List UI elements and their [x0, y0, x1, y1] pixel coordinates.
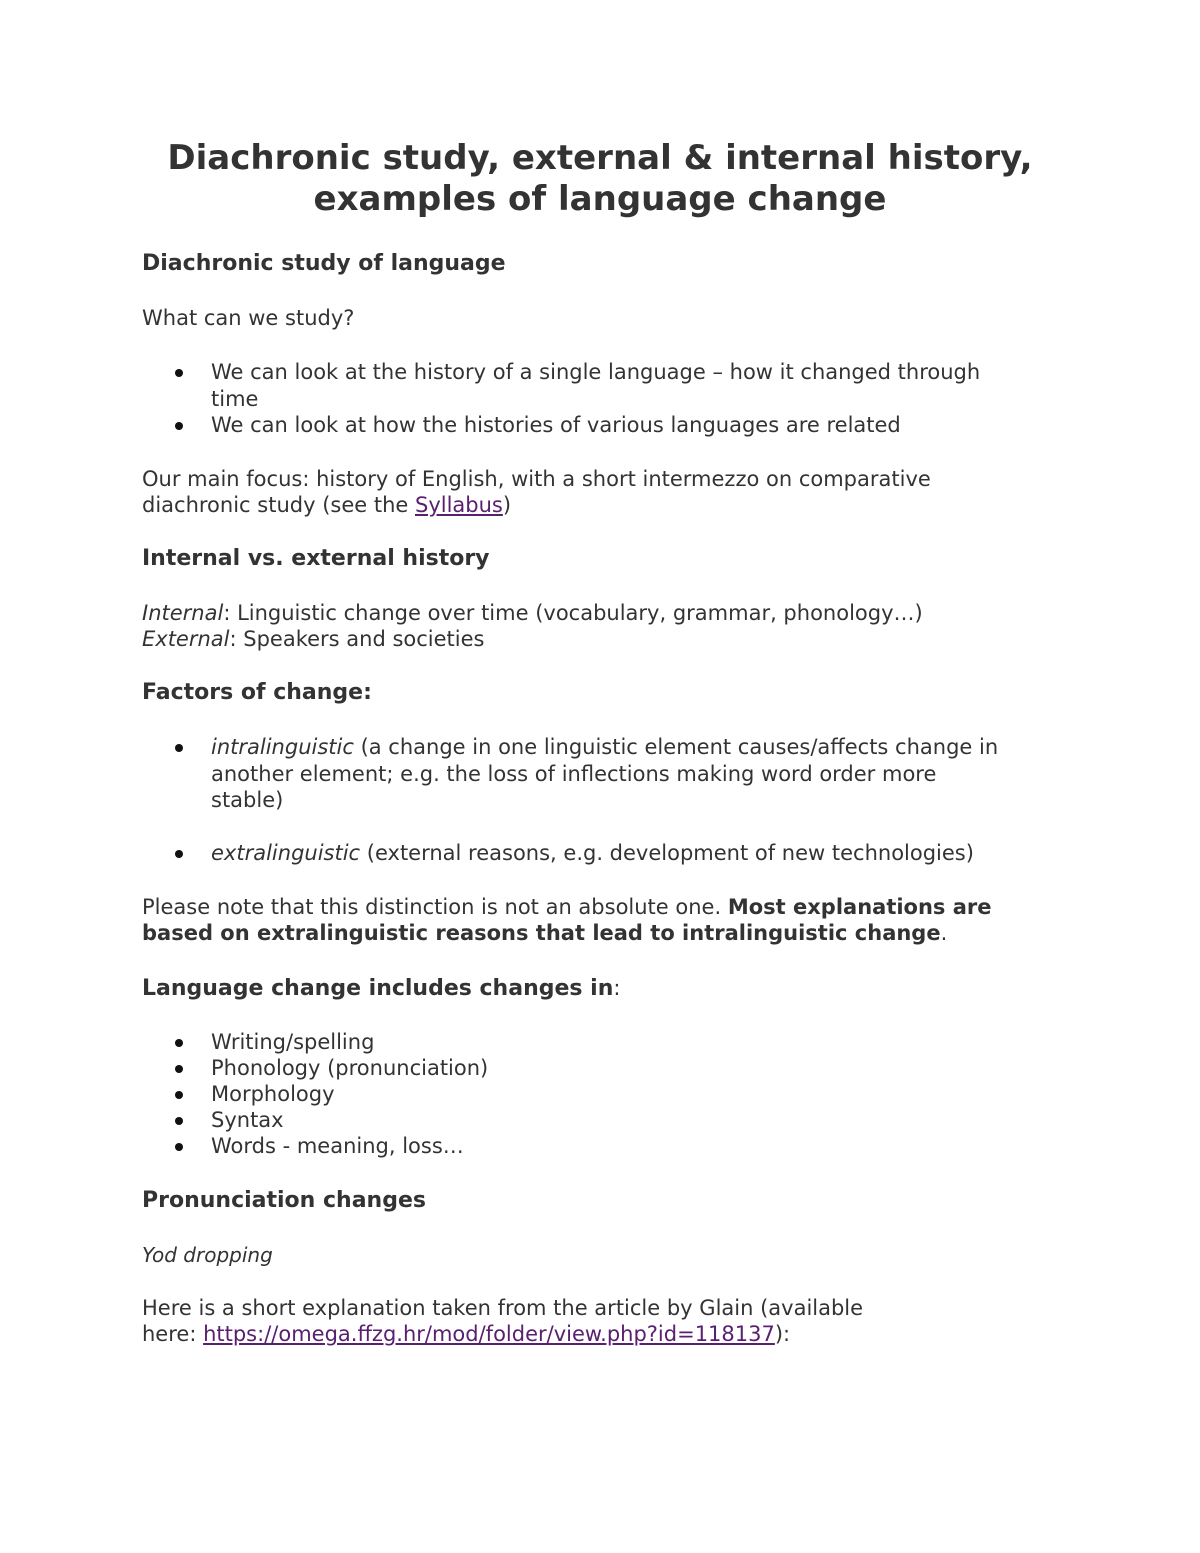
bullet-icon — [175, 1143, 183, 1151]
explanation-text: here: — [142, 1322, 204, 1346]
syllabus-link[interactable]: Syllabus — [414, 493, 503, 517]
explanation-end: ): — [774, 1322, 791, 1346]
note-period: . — [940, 921, 948, 945]
heading-language-change-text: Language change includes changes in — [142, 976, 614, 1001]
bullet-icon — [175, 1091, 183, 1099]
list-item-text: Syntax — [211, 1108, 284, 1132]
heading-colon: : — [613, 976, 621, 1000]
page-title — [100, 138, 1100, 220]
note-line-2 — [142, 920, 947, 947]
internal-def: : Linguistic change over time (vocabulary, grammar, phonology…) — [223, 601, 923, 625]
focus-line-1: Our main focus: history of English, with a short intermezzo on comparative — [142, 467, 931, 491]
external-term: External — [142, 627, 230, 651]
bullet-icon — [175, 1039, 183, 1047]
title-line-1: Diachronic study, external & internal history, — [167, 138, 1033, 178]
bullet-icon — [175, 422, 183, 430]
extralinguistic-desc: (external reasons, e.g. development of new technologies) — [360, 841, 974, 865]
list-item-text — [211, 840, 974, 867]
list-item-text: Words - meaning, loss… — [211, 1134, 464, 1158]
bullet-icon — [175, 369, 183, 377]
bullet-icon — [175, 1117, 183, 1125]
explanation-line-1: Here is a short explanation taken from the article by Glain (available — [142, 1296, 864, 1320]
heading-internal-external: Internal vs. external history — [142, 546, 490, 571]
list-item-text: We can look at the history of a single language – how it changed through — [211, 360, 981, 384]
heading-diachronic-study: Diachronic study of language — [142, 251, 506, 276]
heading-pronunciation-changes: Pronunciation changes — [142, 1188, 426, 1213]
heading-language-change — [142, 975, 620, 1003]
list-item-text-continued: stable) — [211, 788, 284, 812]
omega-link[interactable]: https://omega.ffzg.hr/mod/folder/view.php?id=118137 — [203, 1322, 775, 1346]
list-item-text-continued: another element; e.g. the loss of inflections making word order more — [211, 761, 937, 786]
heading-factors-of-change: Factors of change: — [142, 680, 372, 705]
focus-text: diachronic study (see the — [142, 493, 415, 517]
list-item-text — [211, 734, 998, 761]
internal-definition — [142, 600, 923, 627]
note-line-1 — [142, 894, 992, 921]
bullet-icon — [175, 744, 183, 752]
subheading-yod-dropping: Yod dropping — [142, 1243, 273, 1267]
title-line-2: examples of language change — [313, 179, 887, 219]
extralinguistic-term: extralinguistic — [211, 841, 361, 865]
external-definition — [142, 626, 484, 653]
list-item-text: Phonology (pronunciation) — [211, 1056, 489, 1080]
bullet-icon — [175, 850, 183, 858]
list-item-text: Morphology — [211, 1082, 335, 1106]
note-bold: Most explanations are — [727, 895, 992, 919]
internal-term: Internal — [142, 601, 224, 625]
focus-text-end: ) — [502, 493, 512, 517]
note-text: Please note that this distinction is not an absolute one. — [142, 895, 728, 919]
explanation-line-2 — [142, 1321, 790, 1348]
note-bold-continued: based on extralinguistic reasons that lead to intralinguistic change — [142, 921, 941, 945]
focus-line-2 — [142, 492, 511, 519]
intralinguistic-term: intralinguistic — [211, 735, 354, 759]
list-item-text-continued: time — [211, 386, 259, 411]
question-text: What can we study? — [142, 306, 355, 330]
intralinguistic-desc: (a change in one linguistic element causes/affects change in — [353, 735, 999, 759]
external-def: : Speakers and societies — [229, 627, 485, 651]
list-item-text: Writing/spelling — [211, 1030, 375, 1054]
bullet-icon — [175, 1065, 183, 1073]
list-item-text: We can look at how the histories of various languages are related — [211, 413, 901, 437]
